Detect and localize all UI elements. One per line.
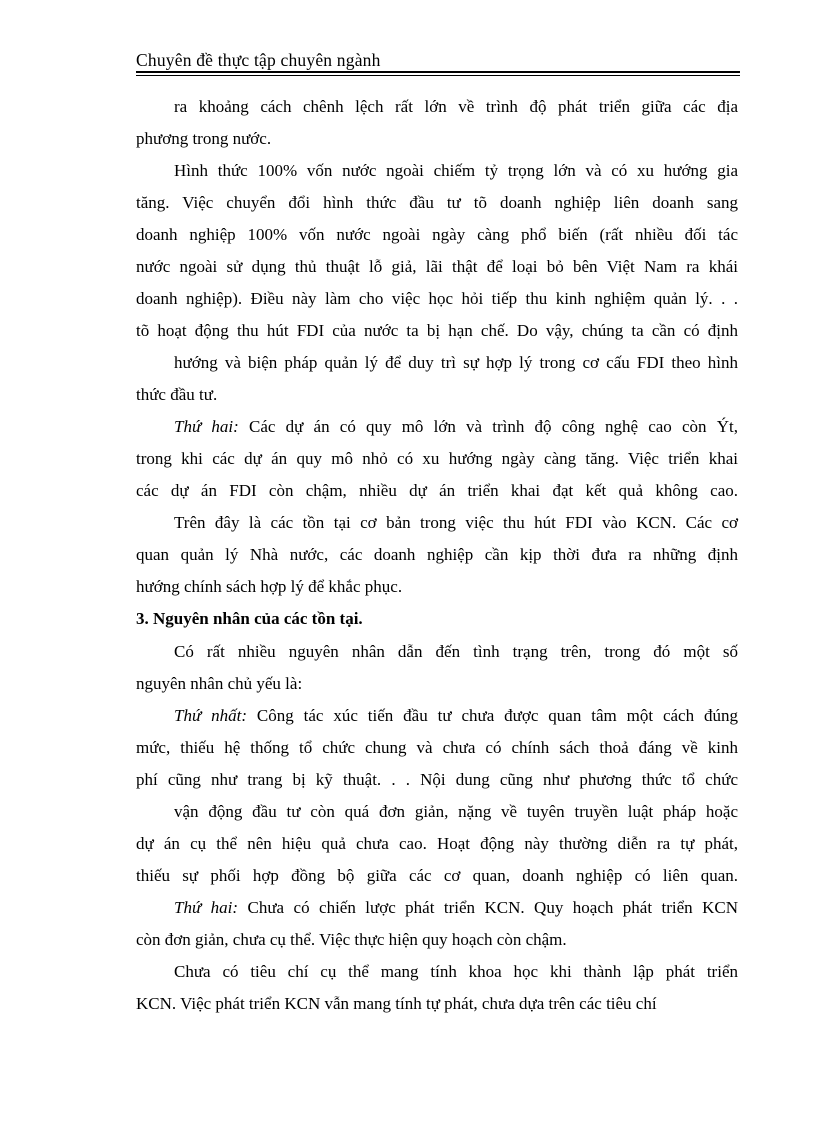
text-line: phương trong nước. bbox=[136, 129, 272, 148]
text-line: doanh nghiệp 100% vốn nước ngoài ngày càng phổ biến (rất nhiều đối tác bbox=[136, 225, 738, 244]
text-line: KCN. Việc phát triển KCN vẫn mang tính tự phát, chưa dựa trên các tiêu chí bbox=[136, 994, 657, 1013]
text-line: thiếu sự phối hợp đồng bộ giữa các cơ quan, doanh nghiệp có liên quan. bbox=[136, 866, 738, 885]
text-line: phí cũng như trang bị kỹ thuật. . . Nội dung cũng như phương thức tổ chức bbox=[136, 770, 738, 789]
text-line: ra khoảng cách chênh lệch rất lớn về trình độ phát triển giữa các địa bbox=[174, 97, 738, 116]
text-line: nguyên nhân chủ yếu là: bbox=[136, 674, 303, 693]
text-line: Thứ nhất: Công tác xúc tiến đầu tư chưa được quan tâm một cách đúng bbox=[174, 706, 738, 725]
text-line: Thứ hai: Chưa có chiến lược phát triển KCN. Quy hoạch phát triển KCN bbox=[174, 898, 738, 917]
header-rule-thick bbox=[136, 71, 740, 73]
text-line: doanh nghiệp). Điều này làm cho việc học hỏi tiếp thu kinh nghiệm quản lý. . . bbox=[136, 289, 738, 308]
text-line: Chưa có tiêu chí cụ thể mang tính khoa học khi thành lập phát triển bbox=[174, 962, 738, 981]
text-line: Hình thức 100% vốn nước ngoài chiếm tỷ trọng lớn và có xu hướng gia bbox=[174, 161, 738, 180]
text-line: hướng và biện pháp quản lý để duy trì sự hợp lý trong cơ cấu FDI theo hình bbox=[174, 353, 738, 372]
italic-label: Thứ nhất: bbox=[174, 706, 248, 725]
text-line: trong khi các dự án quy mô nhỏ có xu hướng ngày càng tăng. Việc triển khai bbox=[136, 449, 738, 468]
text-line: Thứ hai: Các dự án có quy mô lớn và trình độ công nghệ cao còn Ýt, bbox=[174, 417, 738, 436]
text-line: mức, thiếu hệ thống tổ chức chung và chưa có chính sách thoả đáng về kinh bbox=[136, 738, 738, 757]
text-line: vận động đầu tư còn quá đơn giản, nặng về tuyên truyền luật pháp hoặc bbox=[174, 802, 738, 821]
text-line: Trên đây là các tồn tại cơ bản trong việc thu hút FDI vào KCN. Các cơ bbox=[174, 513, 738, 532]
text-line: Có rất nhiều nguyên nhân dẫn đến tình trạng trên, trong đó một số bbox=[174, 642, 738, 661]
text-line: còn đơn giản, chưa cụ thể. Việc thực hiện quy hoạch còn chậm. bbox=[136, 930, 567, 949]
text-line: tõ hoạt động thu hút FDI của nước ta bị hạn chế. Do vậy, chúng ta cần có định bbox=[136, 321, 738, 340]
italic-label: Thứ hai: bbox=[174, 417, 239, 436]
text-line: thức đầu tư. bbox=[136, 385, 218, 404]
header-rule-thin bbox=[136, 75, 740, 76]
text-line: dự án cụ thể nên hiệu quả chưa cao. Hoạt động này thường diễn ra tự phát, bbox=[136, 834, 738, 853]
text-line: nước ngoài sử dụng thủ thuật lỗ giả, lãi thật để loại bỏ bên Việt Nam ra khái bbox=[136, 257, 738, 276]
text-line: tăng. Việc chuyển đổi hình thức đầu tư tõ doanh nghiệp liên doanh sang bbox=[136, 193, 738, 212]
section-heading: 3. Nguyên nhân của các tồn tại. bbox=[136, 609, 363, 628]
page-header-title: Chuyên đề thực tập chuyên ngành bbox=[136, 50, 381, 70]
italic-label: Thứ hai: bbox=[174, 898, 239, 917]
text-line: hướng chính sách hợp lý để khắc phục. bbox=[136, 577, 403, 596]
text-line: quan quản lý Nhà nước, các doanh nghiệp cần kịp thời đưa ra những định bbox=[136, 545, 738, 564]
text-line: các dự án FDI còn chậm, nhiều dự án triển khai đạt kết quả không cao. bbox=[136, 481, 738, 500]
